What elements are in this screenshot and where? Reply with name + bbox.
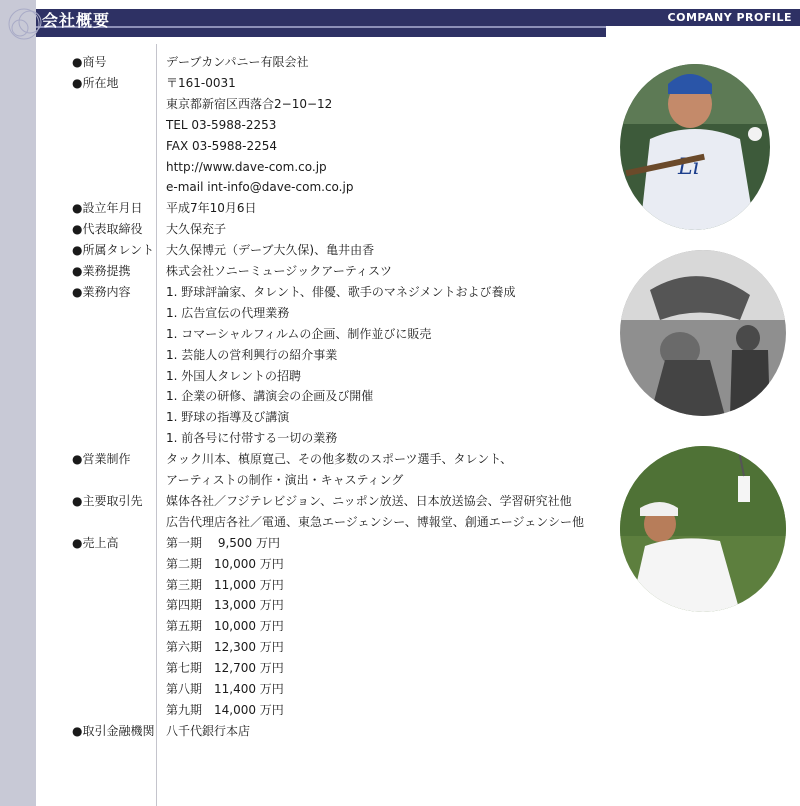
profile-label: ●所在地 [72, 75, 119, 90]
profile-row [0, 261, 620, 282]
profile-row [0, 198, 620, 219]
profile-value: FAX 03-5988-2254 [166, 138, 278, 153]
profile-row [0, 345, 620, 366]
profile-value: 第六期 12,300 万円 [166, 640, 284, 655]
profile-row [0, 533, 620, 554]
profile-value: 第一期 9,500 万円 [166, 535, 280, 550]
profile-value: 1. 野球評論家、タレント、俳優、歌手のマネジメントおよび養成 [166, 284, 516, 299]
profile-row [0, 512, 620, 533]
profile-value: デーブカンパニー有限会社 [166, 55, 309, 69]
profile-row [0, 177, 620, 198]
profile-row [0, 136, 620, 157]
profile-row [0, 324, 620, 345]
profile-value[interactable]: http://www.dave-com.co.jp [166, 159, 327, 174]
profile-label: ●所属タレント [72, 243, 155, 258]
profile-value: 第四期 13,000 万円 [166, 598, 284, 613]
page-subtitle: COMPANY PROFILE [667, 11, 792, 24]
profile-row [0, 219, 620, 240]
profile-value: 1. 芸能人の営利興行の紹介事業 [166, 347, 338, 362]
profile-label: ●業務内容 [72, 284, 131, 299]
profile-label: ●取引金融機関 [72, 723, 155, 738]
profile-value: 株式会社ソニーミュージックアーティスツ [166, 264, 392, 278]
profile-row [0, 428, 620, 449]
profile-row [0, 595, 620, 616]
profile-row [0, 282, 620, 303]
profile-row [0, 240, 620, 261]
profile-label: ●代表取締役 [72, 222, 143, 237]
profile-label: ●営業制作 [72, 452, 131, 467]
header-bar-underline [36, 26, 606, 37]
profile-label: ●設立年月日 [72, 201, 143, 216]
profile-value: 1. コマーシャルフィルムの企画、制作並びに販売 [166, 326, 432, 341]
profile-label: ●業務提携 [72, 264, 131, 278]
profile-value: アーティストの制作・演出・キャスティング [166, 473, 404, 487]
profile-row [0, 386, 620, 407]
profile-row [0, 554, 620, 575]
profile-row [0, 700, 620, 721]
page-title: 会社概要 [42, 11, 111, 30]
svg-text:Li: Li [678, 155, 700, 180]
profile-value: 八千代銀行本店 [166, 723, 251, 738]
profile-value: 〒161-0031 [166, 75, 236, 90]
players-training-photo [620, 250, 786, 416]
profile-value[interactable]: e-mail int-info@dave-com.co.jp [166, 180, 354, 195]
profile-value: 東京都新宿区西落合2−10−12 [166, 96, 333, 111]
baseball-batter-photo [620, 64, 770, 230]
profile-value: 第七期 12,700 万円 [166, 661, 284, 676]
profile-value: 第五期 10,000 万円 [166, 619, 284, 634]
profile-value: 1. 広告宣伝の代理業務 [166, 305, 290, 320]
profile-value: 第九期 14,000 万円 [166, 702, 284, 717]
profile-row [0, 303, 620, 324]
profile-row [0, 679, 620, 700]
profile-row [0, 449, 620, 470]
profile-value: 大久保博元（デーブ大久保)、亀井由香 [166, 243, 375, 258]
profile-row [0, 52, 620, 73]
profile-value: 第三期 11,000 万円 [166, 577, 284, 592]
profile-value: タック川本、槙原寛己、その他多数のスポーツ選手、タレント、 [166, 452, 513, 467]
profile-value: 大久保充子 [166, 222, 227, 237]
profile-label: ●主要取引先 [72, 493, 143, 508]
profile-label: ●商号 [72, 55, 107, 69]
profile-row [0, 366, 620, 387]
profile-value: 平成7年10月6日 [166, 201, 257, 216]
profile-row [0, 470, 620, 491]
decorative-circles-icon [6, 4, 46, 44]
profile-value: 1. 前各号に付帯する一切の業務 [166, 431, 338, 446]
profile-value: 媒体各社／フジテレビジョン、ニッポン放送、日本放送協会、学習研究社他 [166, 493, 572, 508]
profile-value: TEL 03-5988-2253 [166, 117, 277, 132]
profile-row [0, 407, 620, 428]
golfer-photo [620, 446, 786, 612]
profile-row [0, 94, 620, 115]
profile-value: 1. 企業の研修、講演会の企画及び開催 [166, 389, 374, 404]
profile-row [0, 157, 620, 178]
profile-row [0, 721, 620, 742]
profile-row [0, 658, 620, 679]
profile-row [0, 637, 620, 658]
profile-value: 第八期 11,400 万円 [166, 682, 284, 696]
profile-row [0, 575, 620, 596]
profile-value: 1. 外国人タレントの招聘 [166, 368, 301, 383]
profile-value: 広告代理店各社／電通、東急エージェンシー、博報堂、創通エージェンシー他 [166, 514, 584, 529]
profile-label: ●売上高 [72, 535, 119, 550]
profile-row [0, 115, 620, 136]
profile-row [0, 616, 620, 637]
profile-value: 第二期 10,000 万円 [166, 556, 284, 571]
profile-row [0, 491, 620, 512]
profile-value: 1. 野球の指導及び講演 [166, 410, 290, 425]
profile-row [0, 73, 620, 94]
